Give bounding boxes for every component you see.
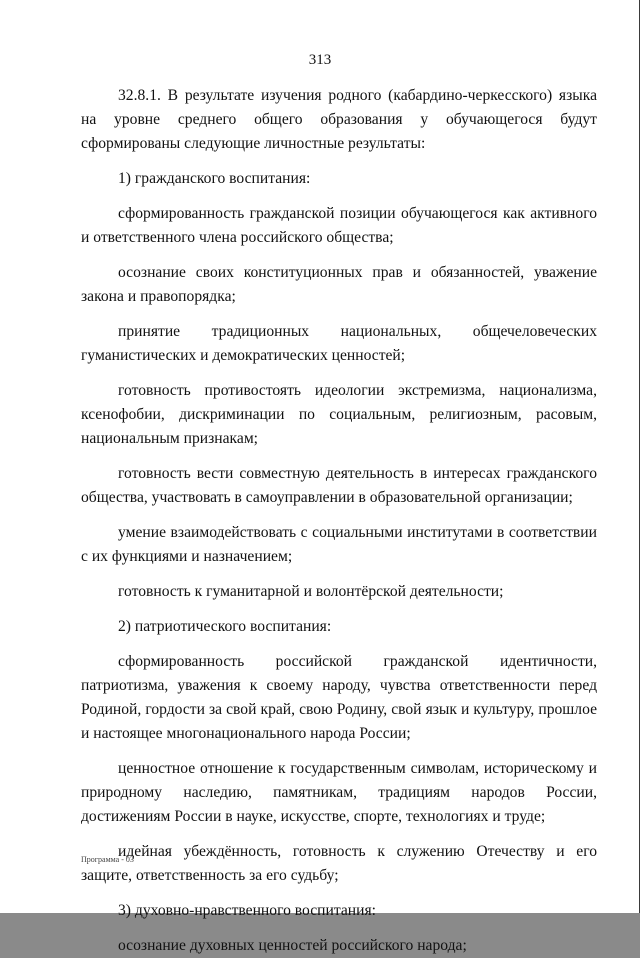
paragraph: сформированность гражданской позиции обучающегося как активного и ответственного члена российского общества; [81,205,597,246]
paragraph: готовность к гуманитарной и волонтёрской деятельности; [118,583,504,600]
paragraph-intro: 32.8.1. В результате изучения родного (кабардино-черкесского) языка на уровне среднего общего образования у обучающегося будут сформированы следующие личностные результаты: [81,87,597,152]
page-footer: Программа - 03 [81,855,134,864]
paragraph: осознание духовных ценностей российского народа; [118,937,467,954]
paragraph: умение взаимодействовать с социальными институтами в соответствии с их функциями и назначением; [81,524,597,565]
paragraph: сформированность российской гражданской идентичности, патриотизма, уважения к своему народу, чувства ответственности перед Родиной, гордости за свой край, свою Родину, свой язык и культуру, прошлое и настоящее многонационального народа России; [81,653,597,742]
paragraph: принятие традиционных национальных, общечеловеческих гуманистических и демократических ценностей; [81,323,597,364]
section-heading-moral: 3) духовно-нравственного воспитания: [118,902,376,919]
page-number: 313 [308,52,332,68]
paragraph: готовность вести совместную деятельность в интересах гражданского общества, участвовать в самоуправлении в образовательной организации; [81,465,597,506]
paragraph: готовность противостоять идеологии экстремизма, национализма, ксенофобии, дискриминации по социальным, религиозным, расовым, национальным признакам; [81,382,597,447]
page-body [81,84,597,958]
paragraph: ценностное отношение к государственным символам, историческому и природному наследию, памятникам, традициям народов России, достижениям России в науке, искусстве, спорте, технологиях и труде; [81,760,597,825]
section-heading-civic: 1) гражданского воспитания: [118,170,311,187]
section-heading-patriotic: 2) патриотического воспитания: [118,618,332,635]
paragraph: идейная убеждённость, готовность к служению Отечеству и его защите, ответственность за его судьбу; [81,843,597,884]
paragraph: осознание своих конституционных прав и обязанностей, уважение закона и правопорядка; [81,264,597,305]
